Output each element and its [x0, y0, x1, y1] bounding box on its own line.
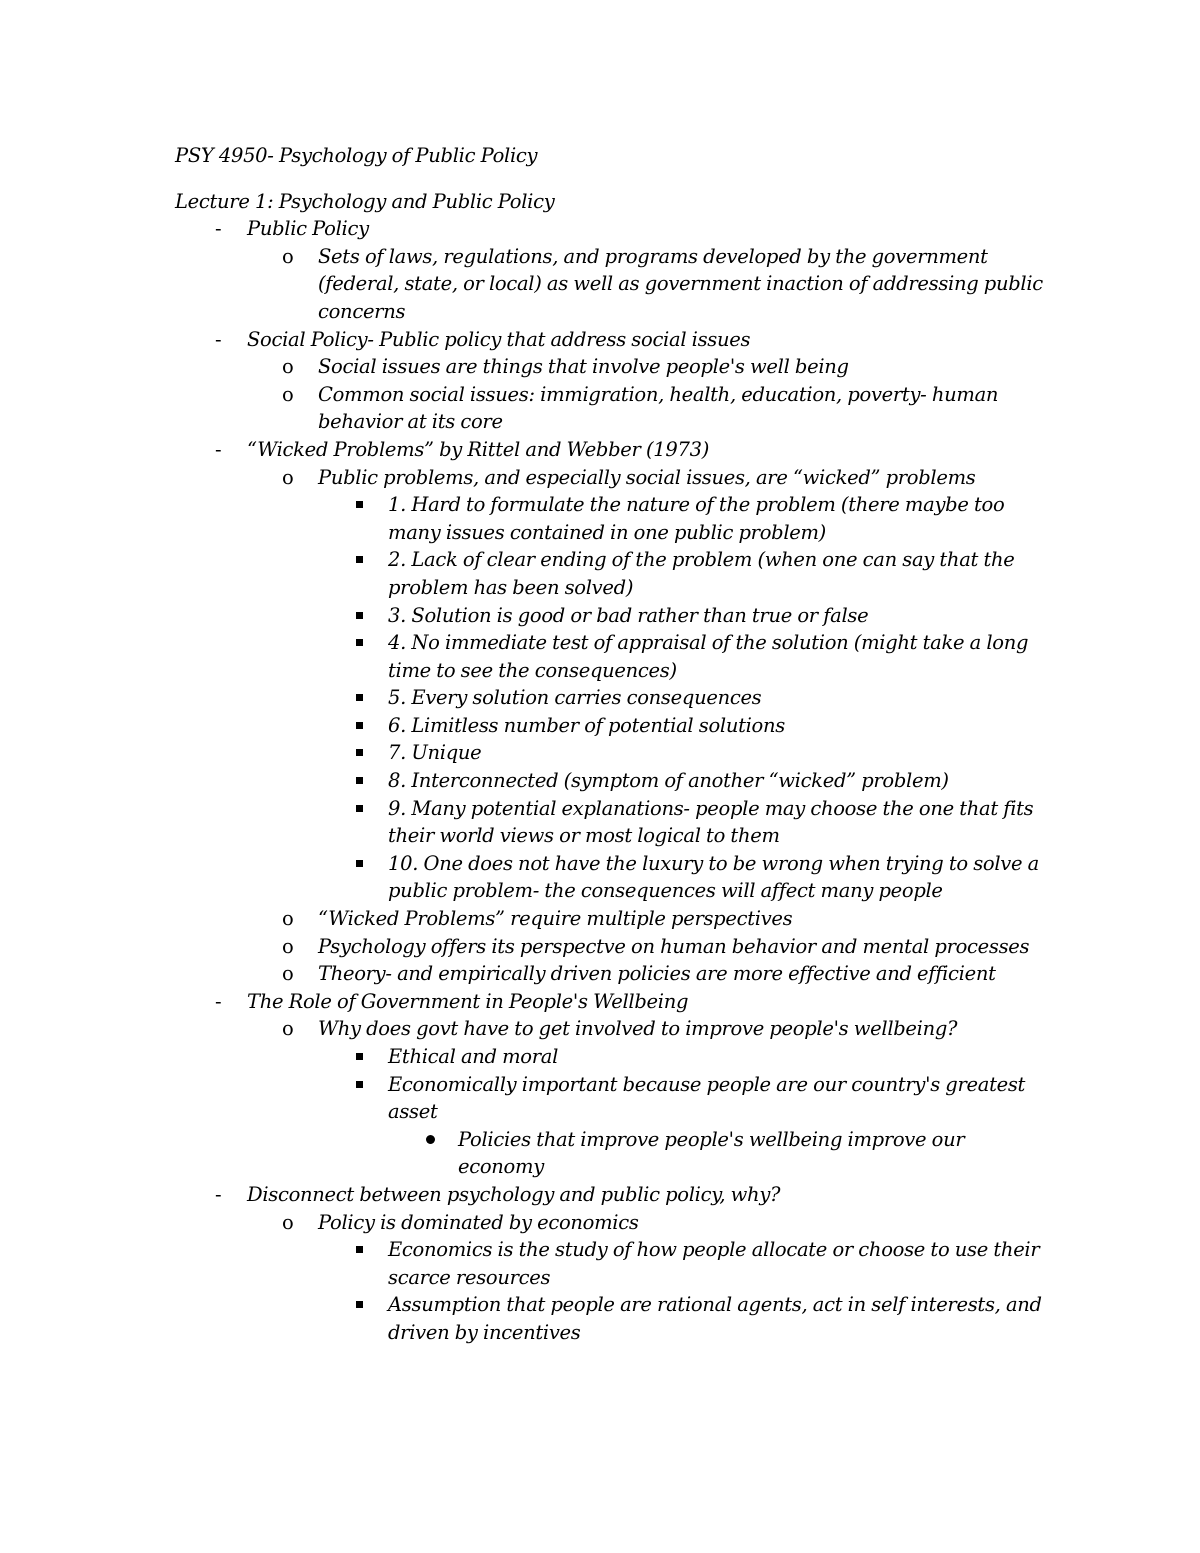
- outline-section: [175, 988, 1045, 1181]
- circle-marker: o: [282, 244, 294, 268]
- outline-subitem: [318, 629, 1045, 684]
- outline-section: [175, 436, 1045, 988]
- item-text: Theory- and empirically driven policies are more effective and efficient: [318, 962, 996, 986]
- item-text: Why does govt have to get involved to improve people's wellbeing?: [318, 1017, 958, 1041]
- outline-subitem: [318, 546, 1045, 601]
- square-bullet-icon: [356, 805, 363, 812]
- square-bullet-icon: [356, 556, 363, 563]
- subitem-text: Assumption that people are rational agents, act in self interests, and driven by incentives: [388, 1293, 1042, 1344]
- square-bullet-icon: [356, 612, 363, 619]
- subitem-text: 5. Every solution carries consequences: [388, 686, 762, 710]
- square-bullet-icon: [356, 694, 363, 701]
- section-label: Public Policy: [247, 217, 369, 241]
- circle-marker: o: [282, 934, 294, 958]
- section-label: The Role of Government in People's Wellbeing: [247, 989, 689, 1013]
- square-bullet-icon: [356, 860, 363, 867]
- outline-subitem: [318, 602, 1045, 630]
- subitem-text: Economics is the study of how people allocate or choose to use their scarce resources: [388, 1238, 1040, 1289]
- dash-marker: -: [215, 1182, 222, 1206]
- outline-item: [247, 905, 1045, 933]
- outline-item: [247, 353, 1045, 381]
- subitem-text: 2. Lack of clear ending of the problem (when one can say that the problem has been solved): [388, 548, 1015, 599]
- dash-marker: -: [215, 327, 222, 351]
- section-label: Social Policy- Public policy that address social issues: [247, 327, 751, 351]
- circle-marker: o: [282, 382, 294, 406]
- round-bullet-icon: [426, 1135, 435, 1144]
- section-label: Disconnect between psychology and public policy, why?: [247, 1182, 781, 1206]
- subitem-text: 1. Hard to formulate the nature of the problem (there maybe too many issues contained in one public problem): [388, 493, 1005, 544]
- square-bullet-icon: [356, 1053, 363, 1060]
- subitem-text: 9. Many potential explanations- people may choose the one that fits their world views or most logical to them: [388, 796, 1034, 848]
- dash-marker: -: [215, 989, 222, 1013]
- outline-subitem: [318, 491, 1045, 546]
- subitem-text: Ethical and moral: [388, 1045, 559, 1068]
- dash-marker: -: [215, 217, 222, 241]
- subsubitem-text: Policies that improve people's wellbeing improve our economy: [458, 1127, 965, 1179]
- subitem-text: 8. Interconnected (symptom of another “wicked” problem): [388, 769, 949, 793]
- subitem-text: Economically important because people are our country's greatest asset: [388, 1072, 1026, 1124]
- outline-item: [247, 960, 1045, 988]
- item-text: Public problems, and especially social issues, are “wicked” problems: [318, 465, 976, 489]
- outline-section: [175, 1181, 1045, 1347]
- outline-item: [247, 464, 1045, 906]
- outline-section: [175, 326, 1045, 436]
- outline-subsubitem: [388, 1126, 1045, 1181]
- item-text: Sets of laws, regulations, and programs developed by the government (federal, state, or local) as well as government inaction of addressing public concerns: [318, 244, 1043, 323]
- section-label: “Wicked Problems” by Rittel and Webber (1973): [247, 437, 710, 461]
- outline-section: [175, 215, 1045, 325]
- circle-marker: o: [282, 907, 294, 931]
- circle-marker: o: [282, 962, 294, 986]
- outline-list: [175, 215, 1045, 1346]
- square-bullet-icon: [356, 749, 363, 756]
- outline-item: [247, 933, 1045, 961]
- square-bullet-icon: [356, 1301, 363, 1308]
- square-bullet-icon: [356, 501, 363, 508]
- circle-marker: o: [282, 465, 294, 489]
- circle-marker: o: [282, 1017, 294, 1041]
- square-bullet-icon: [356, 722, 363, 729]
- item-text: Social issues are things that involve people's well being: [318, 355, 849, 379]
- subitem-text: 7. Unique: [388, 741, 482, 765]
- lecture-heading: Lecture 1: Psychology and Public Policy: [175, 189, 555, 213]
- circle-marker: o: [282, 355, 294, 379]
- outline-subitem: [318, 712, 1045, 740]
- outline-subitem: [318, 684, 1045, 712]
- subitem-text: 4. No immediate test of appraisal of the solution (might take a long time to see the consequences): [388, 631, 1029, 682]
- outline-item: [247, 1015, 1045, 1181]
- item-text: Common social issues: immigration, health, education, poverty- human behavior at its core: [318, 382, 999, 434]
- document-title: PSY 4950- Psychology of Public Policy: [175, 144, 538, 167]
- subitem-text: 3. Solution is good or bad rather than true or false: [388, 603, 869, 627]
- outline-subitem: [318, 1043, 1045, 1071]
- outline-subitem: [318, 850, 1045, 905]
- item-text: Policy is dominated by economics: [318, 1210, 639, 1234]
- item-text: Psychology offers its perspectve on human behavior and mental processes: [318, 934, 1030, 958]
- outline-item: [247, 1209, 1045, 1347]
- circle-marker: o: [282, 1210, 294, 1234]
- outline-subitem: [318, 767, 1045, 795]
- outline-item: [247, 381, 1045, 436]
- outline-subitem: [318, 1236, 1045, 1291]
- outline-subitem: [318, 739, 1045, 767]
- square-bullet-icon: [356, 777, 363, 784]
- outline-subitem: [318, 1071, 1045, 1181]
- subitem-text: 6. Limitless number of potential solutions: [388, 713, 785, 737]
- outline-item: [247, 243, 1045, 326]
- document-body: [175, 142, 1045, 1347]
- dash-marker: -: [215, 437, 222, 461]
- square-bullet-icon: [356, 1246, 363, 1253]
- square-bullet-icon: [356, 1081, 363, 1088]
- item-text: “Wicked Problems” require multiple perspectives: [318, 907, 793, 931]
- subitem-text: 10. One does not have the luxury to be wrong when trying to solve a public problem- the consequences will affect many people: [388, 851, 1039, 903]
- outline-subitem: [318, 1291, 1045, 1346]
- outline-subitem: [318, 795, 1045, 850]
- square-bullet-icon: [356, 639, 363, 646]
